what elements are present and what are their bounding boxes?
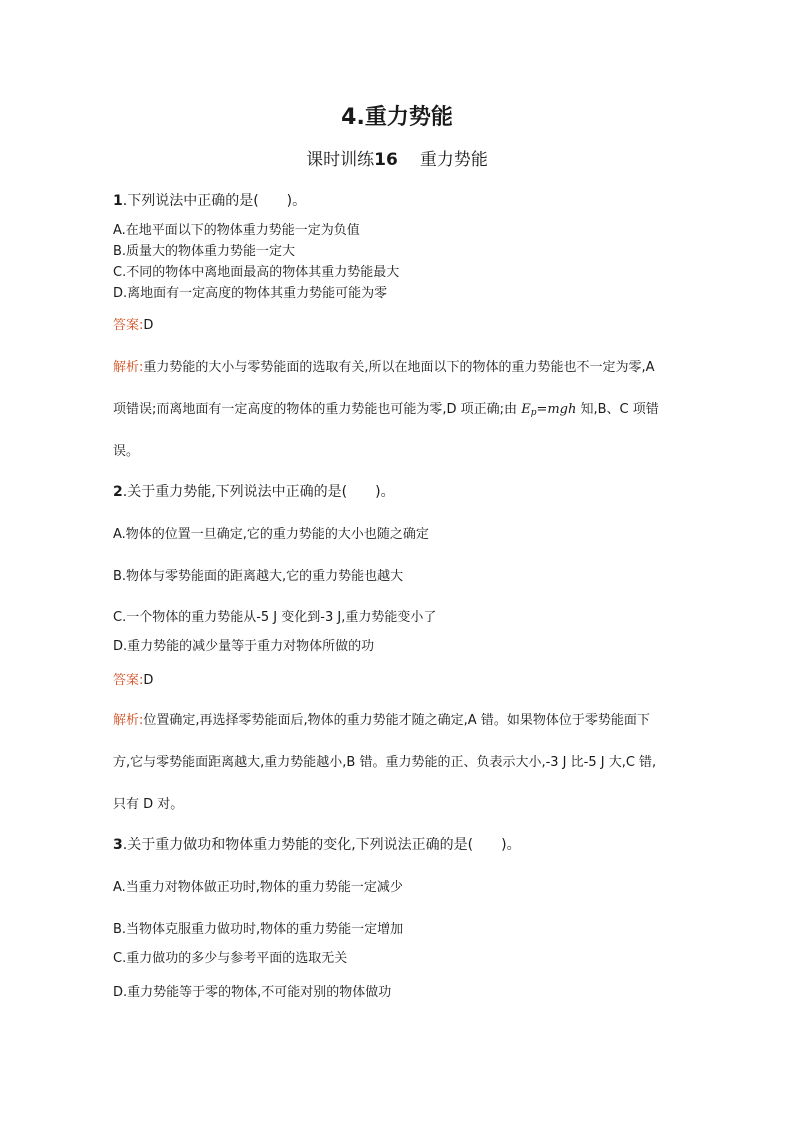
question-1-analysis-line-3: 误。 [113,444,140,459]
question-2-option-d: D.重力势能的减少量等于重力对物体所做的功 [113,639,375,654]
page-subtitle [0,148,794,172]
answer-label: 答案: [113,673,144,688]
question-2-analysis-line-3: 只有 D 对。 [113,797,184,812]
question-2-option-b: B.物体与零势能面的距离越大,它的重力势能也越大 [113,569,404,584]
question-number: 1 [113,193,123,209]
page-title: 4.重力势能 [341,105,453,130]
question-1-stem: 1.下列说法中正确的是( )。 [113,193,307,209]
question-number: 3 [113,837,123,853]
question-3-option-d: D.重力势能等于零的物体,不可能对别的物体做功 [113,985,392,1000]
question-1-option-d: D.离地面有一定高度的物体其重力势能可能为零 [113,286,388,301]
question-number: 2 [113,484,123,500]
question-1-analysis-line-1: 解析:重力势能的大小与零势能面的选取有关,所以在地面以下的物体的重力势能也不一定为零,A [113,360,655,375]
question-2-option-a: A.物体的位置一旦确定,它的重力势能的大小也随之确定 [113,527,429,542]
subtitle-left: 课时训练 [306,150,375,170]
question-2-answer: 答案:D [113,673,154,688]
question-1-option-b: B.质量大的物体重力势能一定大 [113,244,296,259]
analysis-label: 解析: [113,360,144,375]
answer-label: 答案: [113,318,144,333]
question-1-option-c: C.不同的物体中离地面最高的物体其重力势能最大 [113,265,400,280]
question-3-option-a: A.当重力对物体做正功时,物体的重力势能一定减少 [113,880,403,895]
question-3-option-b: B.当物体克服重力做功时,物体的重力势能一定增加 [113,922,404,937]
analysis-label: 解析: [113,713,144,728]
question-1-analysis-line-2: 项错误;而离地面有一定高度的物体的重力势能也可能为零,D 项正确;由 $E_p=mgh$ 知,B、C 项错 [113,402,659,418]
subtitle-right: 重力势能 [419,150,488,170]
question-1-answer: 答案:D [113,318,154,333]
question-3-option-c: C.重力做功的多少与参考平面的选取无关 [113,951,348,966]
question-2-option-c: C.一个物体的重力势能从-5 J 变化到-3 J,重力势能变小了 [113,610,437,625]
question-2-analysis-line-2: 方,它与零势能面距离越大,重力势能越小,B 错。重力势能的正、负表示大小,-3 J 比-5 J 大,C 错, [113,755,657,770]
question-1-option-a: A.在地平面以下的物体重力势能一定为负值 [113,223,360,238]
question-2-stem: 2.关于重力势能,下列说法中正确的是( )。 [113,484,395,500]
lesson-number: 16 [374,150,398,170]
question-2-analysis-line-1: 解析:位置确定,再选择零势能面后,物体的重力势能才随之确定,A 错。如果物体位于零势能面下 [113,713,650,728]
formula-ep: $E_p=mgh$ [521,402,577,418]
question-3-stem: 3.关于重力做功和物体重力势能的变化,下列说法正确的是( )。 [113,837,521,853]
